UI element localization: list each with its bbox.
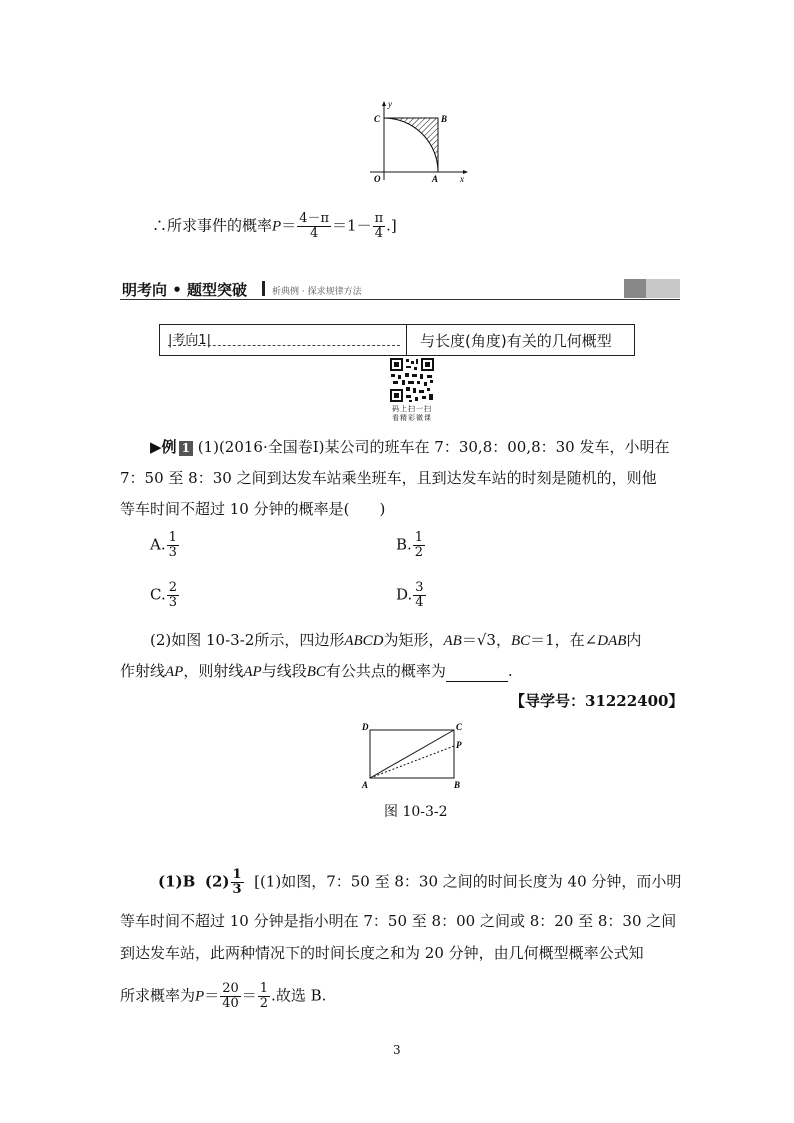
qr-caption	[384, 405, 440, 423]
figure-rectangle	[360, 718, 470, 794]
conclusion-prefix: ∴所求事件的概率	[152, 216, 273, 235]
example-line1	[150, 437, 670, 457]
topic-box-divider	[406, 325, 407, 355]
answer-part2-frac: $\frac{1}{3}$	[232, 867, 242, 897]
example-line3: 等车时间不超过 10 分钟的概率是( )	[120, 500, 386, 518]
option-c-frac: $\frac{2}{3}$	[168, 580, 177, 610]
label-b: B	[441, 114, 448, 124]
label-c: C	[374, 114, 381, 124]
label-o: O	[374, 174, 381, 184]
answer-line4: 所求概率为P＝ $\frac{20}{40}$ ＝ $\frac{1}{2}$ .故选 B.	[120, 981, 327, 1011]
example-marker: ▶例 1	[150, 438, 193, 456]
option-d-letter: D.	[396, 585, 413, 604]
qr-caption-line1: 码上扫一扫	[392, 405, 432, 413]
label-a: A	[432, 174, 439, 184]
conclusion-line	[152, 212, 397, 241]
section-divider	[262, 281, 265, 296]
option-a	[150, 531, 180, 560]
label-a2: A	[362, 780, 369, 790]
conclusion-eq1: ＝	[281, 216, 297, 235]
section-title: 明考向 • 题型突破	[122, 281, 248, 299]
example-number: 1	[179, 441, 193, 456]
answer-line2: 等车时间不超过 10 分钟是指小明在 7：50 至 8：00 之间或 8：20 至 8：30 之间	[120, 912, 677, 930]
example-part1-line1: (1)(2016·全国卷Ⅰ)某公司的班车在 7：30,8：00,8：30 发车，小明在	[197, 438, 670, 456]
figure-quarter-circle	[360, 98, 480, 188]
conclusion-frac2: $\frac{\pi}{4}$	[374, 211, 384, 241]
label-b2: B	[454, 780, 461, 790]
part2-line2: 作射线AP，则射线AP与线段BC有公共点的概率为 .	[120, 662, 513, 680]
answer-line3: 到达发车站，此两种情况下的时间长度之和为 20 分钟，由几何概型概率公式知	[120, 944, 644, 962]
option-a-frac: $\frac{1}{3}$	[168, 530, 177, 560]
option-d	[396, 581, 427, 610]
label-p: P	[456, 740, 462, 750]
option-c-letter: C.	[150, 585, 166, 604]
answer-line1-rest: [(1)如图，7：50 至 8：30 之间的时间长度为 40 分钟，而小明	[254, 872, 682, 891]
example-marker-label: 例	[161, 438, 177, 456]
conclusion-eq2: ＝1－	[332, 216, 372, 235]
band-dark-block	[624, 279, 646, 298]
label-x: x	[460, 174, 464, 184]
figure2-caption: 图 10-3-2	[384, 804, 448, 820]
section-subtitle: 析典例 · 探求规律方法	[272, 287, 362, 297]
shaded-region	[384, 118, 438, 172]
option-b	[396, 531, 426, 560]
answer-blank[interactable]	[446, 667, 508, 682]
page-number: 3	[393, 1043, 401, 1057]
topic-tag-label: 考向1	[172, 333, 207, 348]
guide-number: 【导学号：31222400】	[510, 692, 684, 710]
option-b-letter: B.	[396, 535, 412, 554]
topic-tag: |考向1|	[168, 333, 212, 348]
conclusion-suffix: .]	[386, 216, 397, 235]
option-c	[150, 581, 180, 610]
conclusion-var: P	[272, 218, 282, 235]
answer-line1	[158, 868, 681, 897]
label-y: y	[388, 99, 392, 109]
band-light-block	[646, 279, 680, 298]
qr-code-image[interactable]	[389, 357, 435, 403]
answer-frac1: $\frac{20}{40}$	[222, 981, 239, 1011]
topic-box	[159, 324, 635, 356]
conclusion-frac1: $\frac{4-\pi}{4}$	[299, 211, 330, 241]
option-a-letter: A.	[150, 535, 166, 554]
qr-caption-line2: 看精彩微课	[392, 414, 432, 422]
section-band	[120, 279, 680, 300]
topic-tag-dashes	[168, 345, 400, 346]
answer-part1: (1)B	[158, 872, 196, 891]
example-line2: 7：50 至 8：30 之间到达发车站乘坐班车，且到达发车站的时刻是随机的，则他	[120, 469, 657, 487]
option-b-frac: $\frac{1}{2}$	[414, 530, 424, 560]
label-d: D	[362, 722, 369, 732]
label-c2: C	[456, 722, 463, 732]
topic-title: 与长度(角度)有关的几何概型	[420, 332, 612, 350]
part2-line1: (2)如图 10-3-2所示，四边形ABCD为矩形，AB＝√3，BC＝1，在∠DAB内	[150, 631, 642, 649]
answer-frac2: $\frac{1}{2}$	[259, 981, 269, 1011]
option-d-frac: $\frac{3}{4}$	[415, 580, 424, 610]
answer-part2-prefix: (2)	[204, 872, 230, 891]
